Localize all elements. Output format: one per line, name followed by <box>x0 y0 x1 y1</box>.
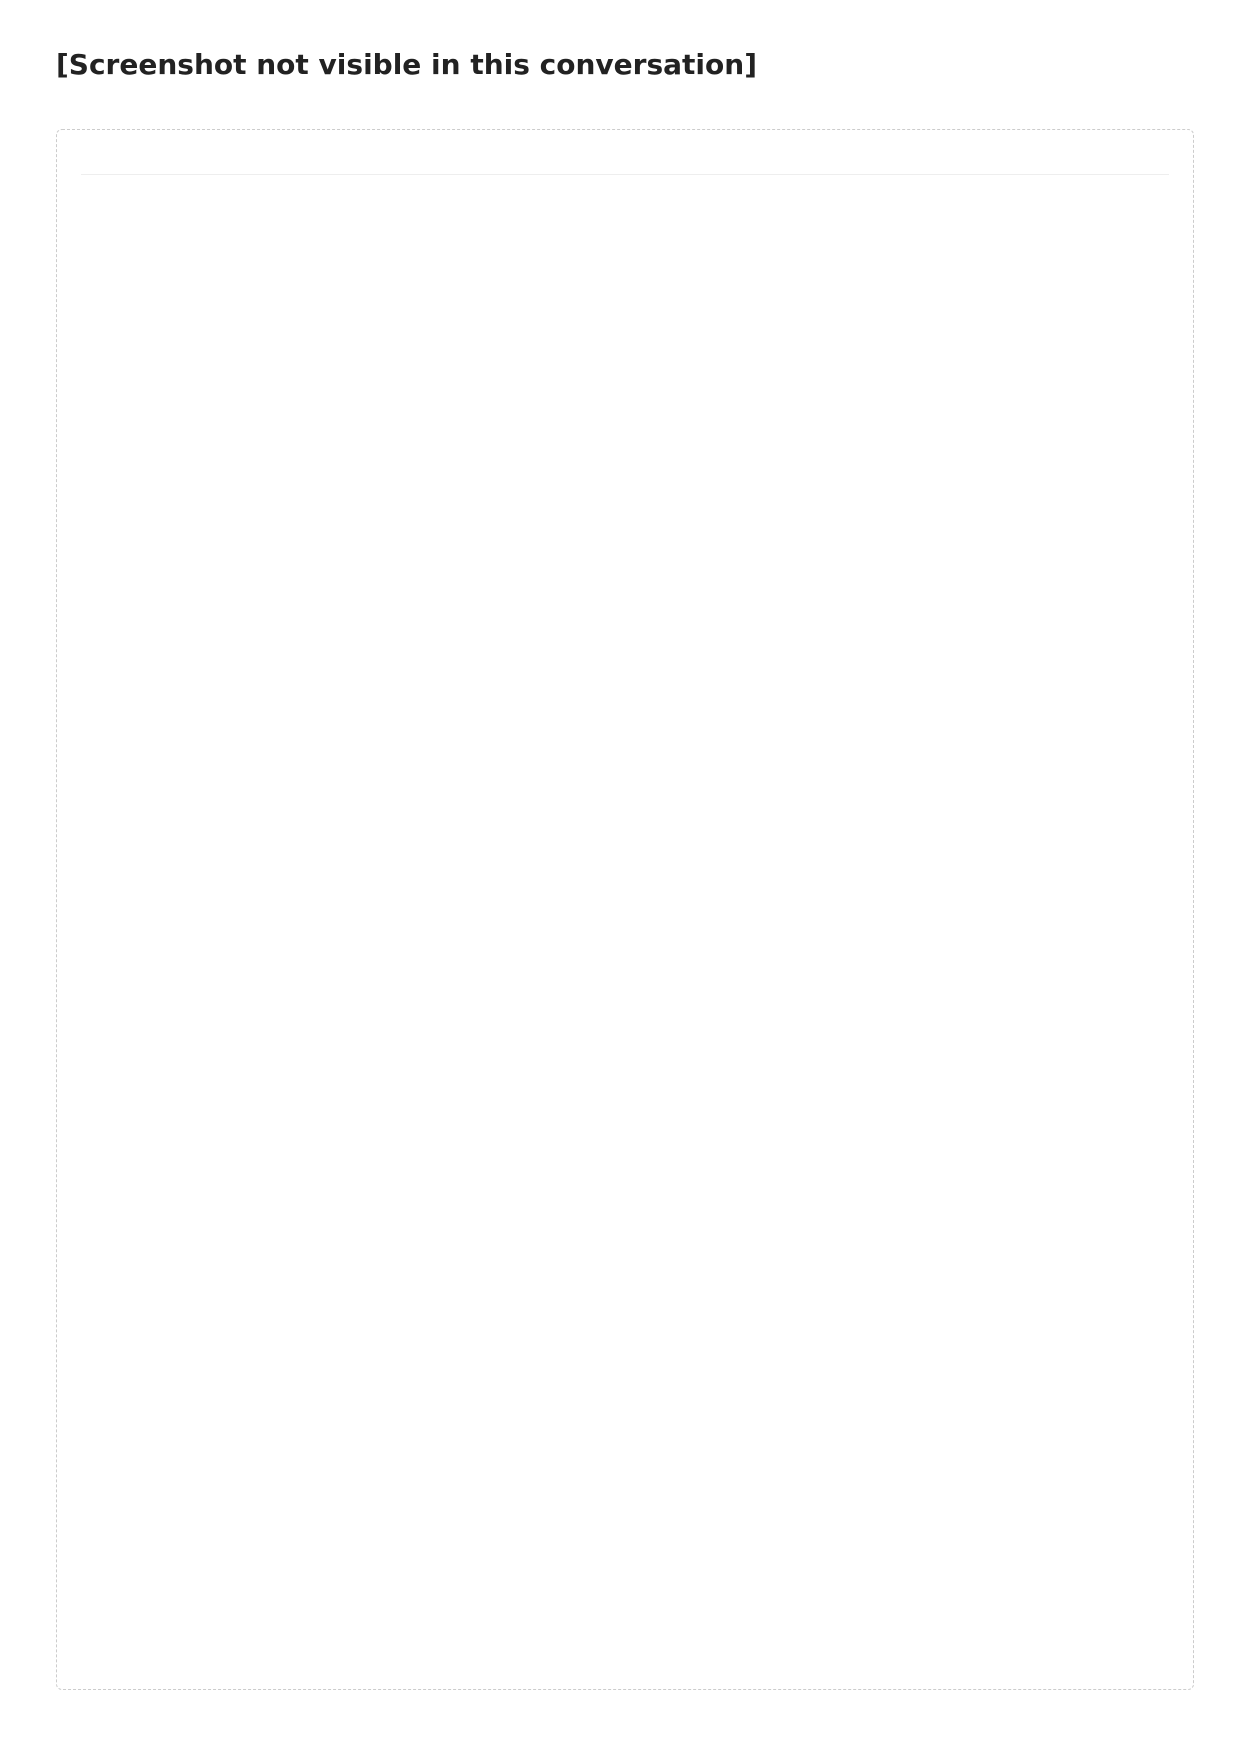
content-area <box>56 129 1194 1690</box>
page-title: [Screenshot not visible in this conversation] <box>56 48 757 81</box>
content-block <box>81 154 1169 175</box>
